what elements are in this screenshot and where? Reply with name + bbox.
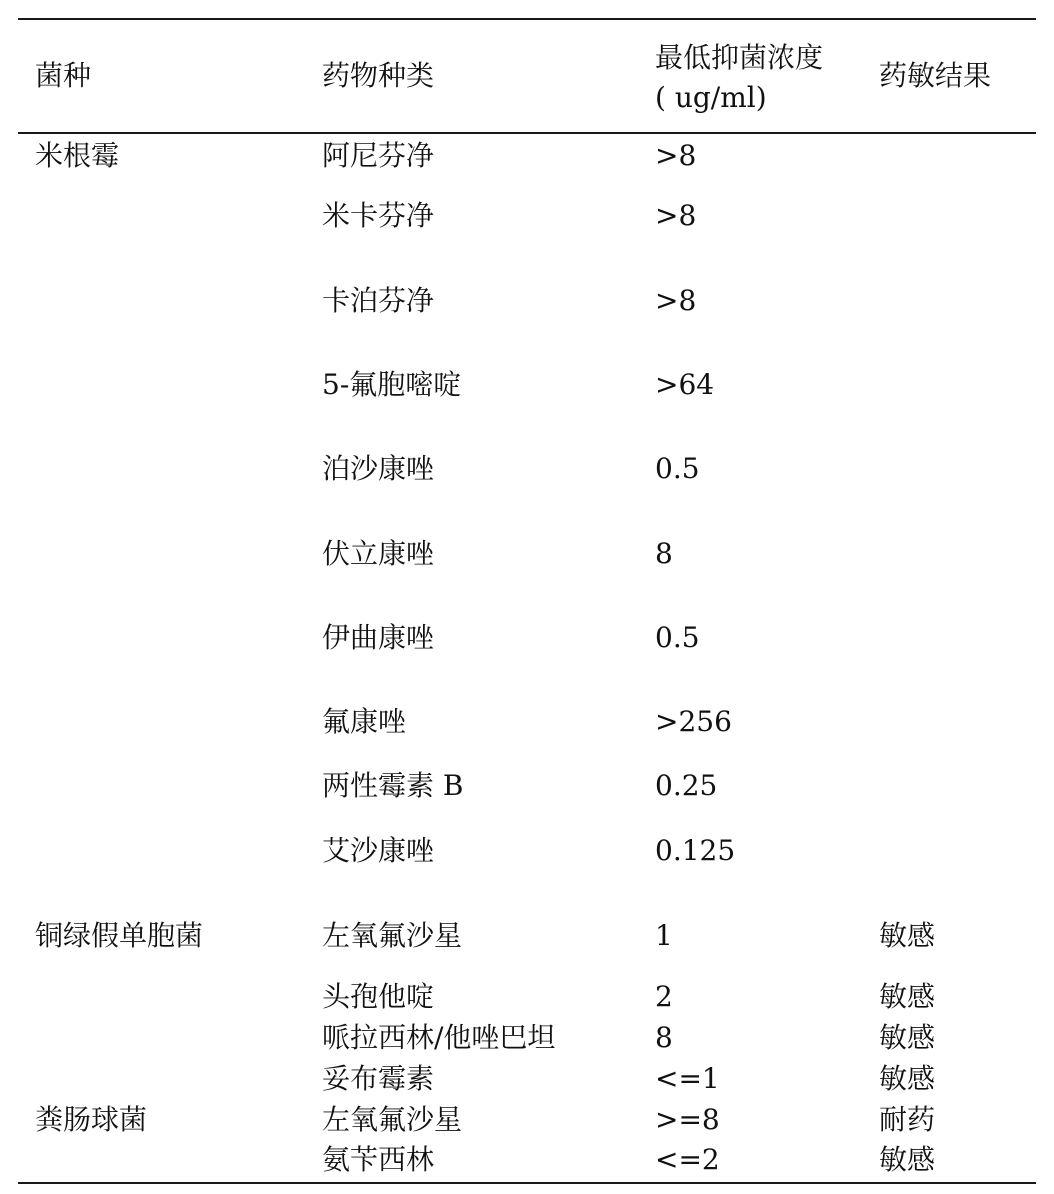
mic-cell: >8 — [655, 284, 697, 317]
mic-cell: >8 — [655, 199, 697, 232]
drug-cell: 两性霉素 B — [322, 769, 464, 802]
mic-cell: 0.5 — [655, 452, 700, 485]
mic-cell: <=1 — [655, 1062, 720, 1095]
table-top-rule — [18, 18, 1036, 20]
table-header-rule — [18, 132, 1036, 134]
drug-cell: 卡泊芬净 — [322, 284, 435, 317]
drug-cell: 艾沙康唑 — [322, 834, 435, 867]
mic-cell: >256 — [655, 705, 732, 738]
mic-cell: <=2 — [655, 1143, 720, 1176]
mic-cell: 0.5 — [655, 621, 700, 654]
mic-cell: 2 — [655, 980, 673, 1013]
drug-cell: 阿尼芬净 — [322, 139, 435, 172]
result-cell: 敏感 — [879, 1143, 936, 1176]
mic-cell: >=8 — [655, 1103, 720, 1136]
drug-cell: 氨苄西林 — [322, 1143, 435, 1176]
mic-cell: 0.25 — [655, 769, 718, 802]
mic-cell: 0.125 — [655, 834, 736, 867]
header-mic-line2: ( ug/ml) — [655, 81, 767, 114]
mic-cell: 8 — [655, 537, 673, 570]
result-cell: 敏感 — [879, 980, 936, 1013]
drug-cell: 泊沙康唑 — [322, 452, 435, 485]
drug-cell: 5-氟胞嘧啶 — [322, 368, 462, 401]
mic-cell: >64 — [655, 368, 715, 401]
drug-cell: 米卡芬净 — [322, 199, 435, 232]
mic-cell: 1 — [655, 919, 673, 952]
result-cell: 耐药 — [879, 1103, 936, 1136]
table-bottom-rule — [18, 1182, 1036, 1184]
drug-cell: 伊曲康唑 — [322, 621, 435, 654]
mic-cell: >8 — [655, 139, 697, 172]
result-cell: 敏感 — [879, 1021, 936, 1054]
header-mic-line1: 最低抑菌浓度 — [655, 41, 824, 74]
organism-cell: 粪肠球菌 — [35, 1103, 148, 1136]
drug-cell: 伏立康唑 — [322, 537, 435, 570]
drug-cell: 哌拉西林/他唑巴坦 — [322, 1021, 556, 1054]
drug-cell: 妥布霉素 — [322, 1062, 435, 1095]
drug-cell: 左氧氟沙星 — [322, 919, 463, 952]
organism-cell: 米根霉 — [35, 139, 120, 172]
header-mic — [655, 38, 823, 118]
drug-cell: 氟康唑 — [322, 705, 407, 738]
organism-cell: 铜绿假单胞菌 — [35, 919, 204, 952]
result-cell: 敏感 — [879, 1062, 936, 1095]
header-organism: 菌种 — [35, 59, 92, 92]
result-cell: 敏感 — [879, 919, 936, 952]
header-drug: 药物种类 — [322, 59, 435, 92]
drug-cell: 左氧氟沙星 — [322, 1103, 463, 1136]
mic-cell: 8 — [655, 1021, 673, 1054]
drug-cell: 头孢他啶 — [322, 980, 435, 1013]
header-result: 药敏结果 — [879, 59, 992, 92]
